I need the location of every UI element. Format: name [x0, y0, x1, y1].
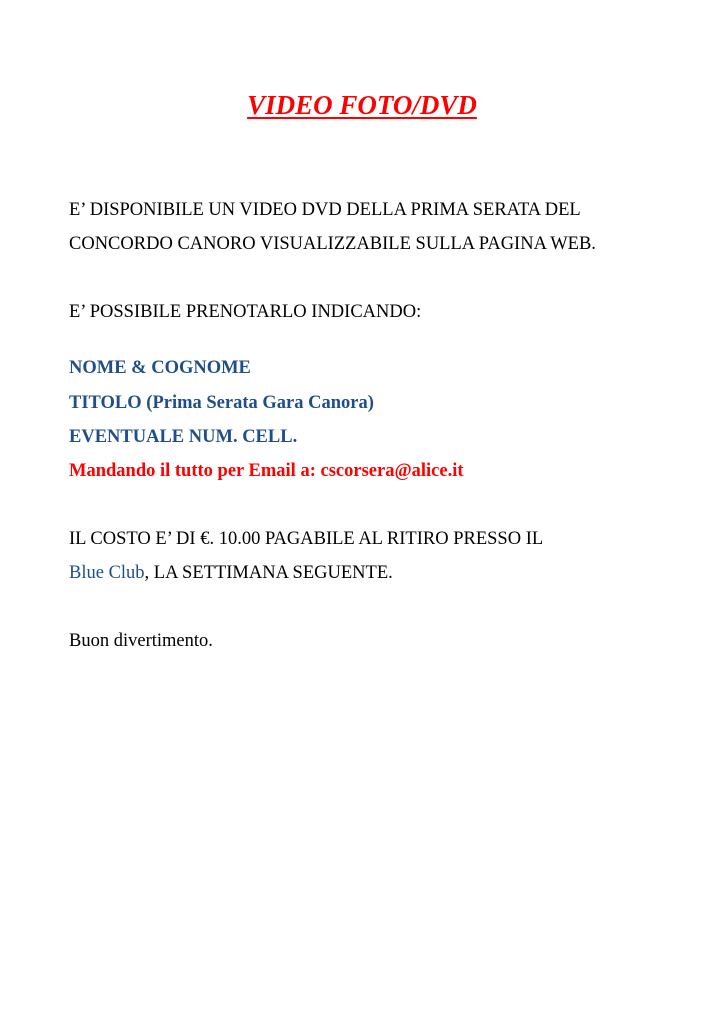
paragraph-availability-line-1: E’ DISPONIBILE UN VIDEO DVD DELLA PRIMA SERATA DEL [69, 200, 581, 220]
cost-line-2-rest: , LA SETTIMANA SEGUENTE. [144, 563, 393, 583]
booking-field-name: NOME & COGNOME [69, 358, 251, 378]
cost-line-2 [69, 561, 393, 585]
booking-field-title: TITOLO (Prima Serata Gara Canora) [69, 393, 374, 413]
booking-field-phone: EVENTUALE NUM. CELL. [69, 427, 298, 447]
closing-text: Buon divertimento. [69, 631, 213, 651]
document-title: VIDEO FOTO/DVD [247, 90, 477, 120]
paragraph-availability-line-2: CONCORDO CANORO VISUALIZZABILE SULLA PAGINA WEB. [69, 234, 596, 254]
paragraph-booking-intro: E’ POSSIBILE PRENOTARLO INDICANDO: [69, 302, 422, 322]
club-name: Blue Club [69, 563, 145, 583]
email-instruction: Mandando il tutto per Email a: cscorsera@alice.it [69, 461, 464, 481]
cost-line-1: IL COSTO E’ DI €. 10.00 PAGABILE AL RITIRO PRESSO IL [69, 529, 544, 549]
